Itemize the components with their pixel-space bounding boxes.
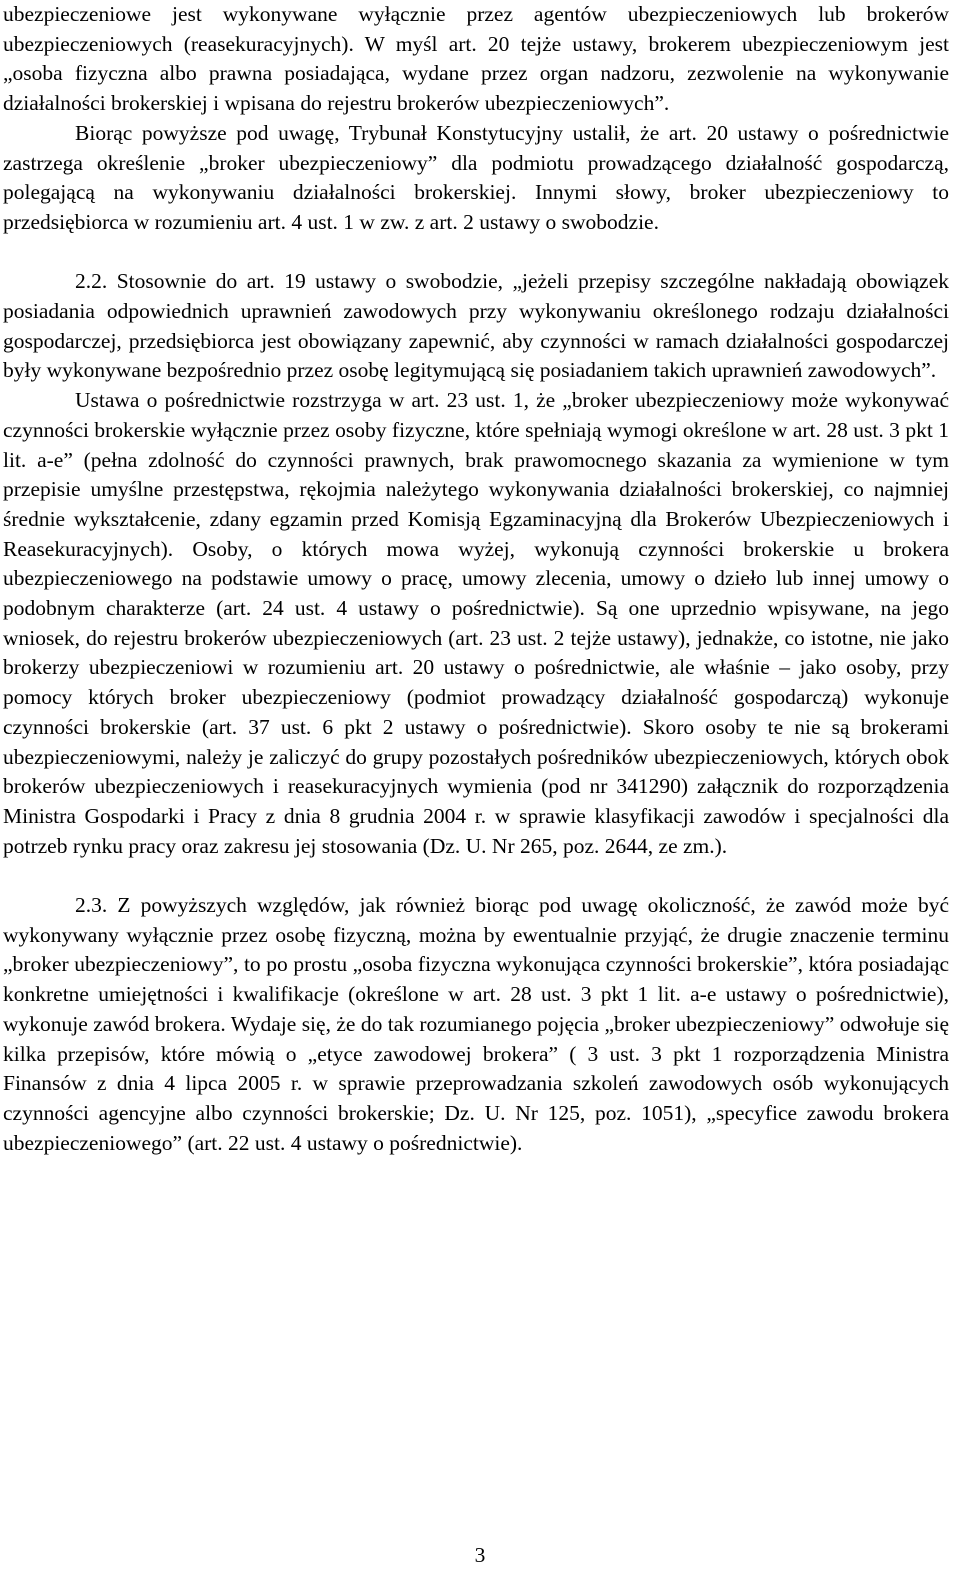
paragraph-section-2-2: 2.2. Stosownie do art. 19 ustawy o swobodzie, „jeżeli przepisy szczególne nakładają obowiązek posiadania odpowiednich uprawnień zawodowych przy wykonywaniu określonego rodzaju działalności gospodarczej, przedsiębiorca jest obowiązany zapewnić, aby czynności w ramach działalności gospodarczej były wykonywane bezpośrednio przez osobę legitymującą się posiadaniem takich uprawnień zawodowych”.	[3, 269, 949, 383]
document-page	[3, 0, 949, 1158]
page-number: 3	[474, 1543, 486, 1567]
paragraph-act-resolution: Ustawa o pośrednictwie rozstrzyga w art. 23 ust. 1, że „broker ubezpieczeniowy może wykonywać czynności brokerskie wyłącznie przez osoby fizyczne, które spełniają wymogi określone w art. 28 ust. 3 pkt 1 lit. a-e” (pełna zdolność do czynności prawnych, brak prawomocnego skazania za wymienione w tym przepisie umyślne przestępstwa, rękojmia należytego wykonywania działalności brokerskiej, co najmniej średnie wykształcenie, zdany egzamin przed Komisją Egzaminacyjną dla Brokerów Ubezpieczeniowych i Reasekuracyjnych). Osoby, o których mowa wyżej, wykonują czynności brokerskie u brokera ubezpieczeniowego na podstawie umowy o pracę, umowy zlecenia, umowy o dzieło lub innej umowy o podobnym charakterze (art. 24 ust. 4 ustawy o pośrednictwie). Są one uprzednio wpisywane, na jego wniosek, do rejestru brokerów ubezpieczeniowych (art. 23 ust. 2 tejże ustawy), jednakże, co istotne, nie jako brokerzy ubezpieczeniowi w rozumieniu art. 20 ustawy o pośrednictwie, ale właśnie – jako osoby, przy pomocy których broker ubezpieczeniowy (podmiot prowadzący działalność gospodarczą) wykonuje czynności brokerskie (art. 37 ust. 6 pkt 2 ustawy o pośrednictwie). Skoro osoby te nie są brokerami ubezpieczeniowymi, należy je zaliczyć do grupy pozostałych pośredników ubezpieczeniowych, których obok brokerów ubezpieczeniowych i reasekuracyjnych wymienia (pod nr 341290) załącznik do rozporządzenia Ministra Gospodarki i Pracy z dnia 8 grudnia 2004 r. w sprawie klasyfikacji zawodów i specjalności dla potrzeb rynku pracy oraz zakresu jej stosowania (Dz. U. Nr 265, poz. 2644, ze zm.).	[3, 388, 949, 858]
paragraph-tribunal: Biorąc powyższe pod uwagę, Trybunał Konstytucyjny ustalił, że art. 20 ustawy o pośrednictwie zastrzega określenie „broker ubezpieczeniowy” dla podmiotu prowadzącego działalność gospodarczą, polegającą na wykonywaniu działalności brokerskiej. Innymi słowy, broker ubezpieczeniowy to przedsiębiorca w rozumieniu art. 4 ust. 1 w zw. z art. 2 ustawy o swobodzie.	[3, 120, 949, 234]
paragraph-continuation: ubezpieczeniowe jest wykonywane wyłącznie przez agentów ubezpieczeniowych lub brokerów ubezpieczeniowych (reasekuracyjnych). W myśl art. 20 tejże ustawy, brokerem ubezpieczeniowym jest „osoba fizyczna albo prawna posiadająca, wydane przez organ nadzoru, zezwolenie na wykonywanie działalności brokerskiej i wpisana do rejestru brokerów ubezpieczeniowych”.	[3, 2, 949, 116]
paragraph-spacer	[3, 238, 949, 268]
paragraph-section-2-3: 2.3. Z powyższych względów, jak również biorąc pod uwagę okoliczność, że zawód może być wykonywany wyłącznie przez osobę fizyczną, można by ewentualnie przyjąć, że drugie znaczenie terminu „broker ubezpieczeniowy”, to po prostu „osoba fizyczna wykonująca czynności brokerskie”, która posiadając konkretne umiejętności i kwalifikacje (określone w art. 28 ust. 3 pkt 1 lit. a-e ustawy o pośrednictwie), wykonuje zawód brokera. Wydaje się, że do tak rozumianego pojęcia „broker ubezpieczeniowy” odwołuje się kilka przepisów, które mówią o „etyce zawodowej brokera” ( 3 ust. 3 pkt 1 rozporządzenia Ministra Finansów z dnia 4 lipca 2005 r. w sprawie przeprowadzania szkoleń zawodowych osób wykonujących czynności agencyjne albo czynności brokerskie; Dz. U. Nr 125, poz. 1051), „specyfice zawodu brokera ubezpieczeniowego” (art. 22 ust. 4 ustawy o pośrednictwie).	[3, 893, 949, 1155]
paragraph-spacer	[3, 861, 949, 891]
